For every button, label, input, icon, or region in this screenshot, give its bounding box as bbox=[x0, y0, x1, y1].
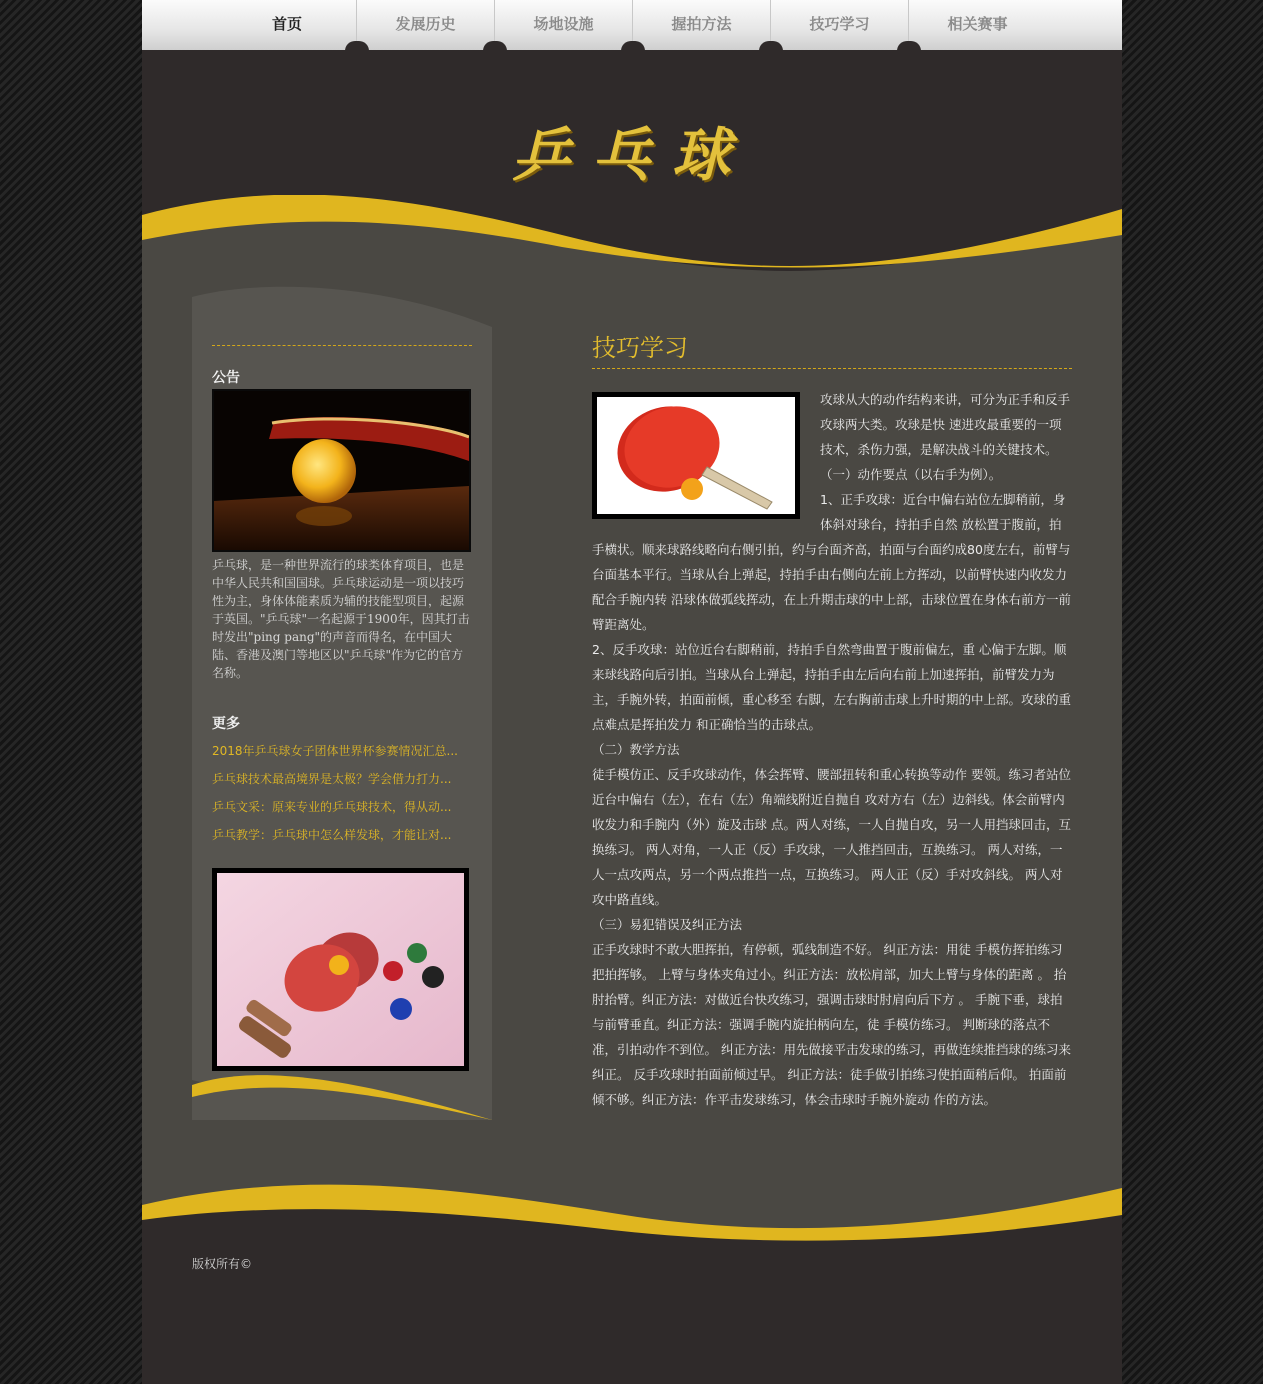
more-link[interactable]: 2018年乒乓球女子团体世界杯参赛情况汇总... bbox=[212, 744, 458, 758]
nav-item-label: 场地设施 bbox=[533, 15, 594, 33]
copyright-text: 版权所有© bbox=[192, 1257, 253, 1271]
article-paragraph: 徒手模仿正、反手攻球动作，体会挥臂、腰部扭转和重心转换等动作 要领。练习者站位近台中偏右（左），在右（左）角端线附近自抛自 攻对方右（左）边斜线。体会前臂内收发力和手腕内（外）旋及击球 点。两人对练，一人自抛自攻，另一人用挡球回击，互换练习。 两人对角，一人正（反）手攻球，一人推挡回击，互换练习。 两人对练，一人一点攻两点，另一个两点推挡一点，互换练习。 两人正（反）手对攻斜线。 两人对攻中路直线。 bbox=[592, 767, 1071, 907]
article-paragraph: 1、正手攻球：近台中偏右站位左脚稍前，身体斜对球台，持拍手自然 放松置于腹前，拍手横状。顺来球路线略向右侧引拍，约与台面齐高，拍面与台面约成80度左右，前臂与台面基本平行。当球从台上弹起，持拍手由右侧向左前上方挥动，以前臂快速内收发力配合手腕内转 沿球体做弧线挥动，在上升期击球的中上部，击球位置在身体右前方一前臂距离处。 bbox=[592, 492, 1071, 632]
top-navigation bbox=[142, 0, 1122, 50]
notice-heading: 公告 bbox=[212, 370, 240, 386]
nav-notch bbox=[483, 41, 507, 51]
nav-item-label: 握拍方法 bbox=[671, 15, 732, 33]
nav-item-label: 技巧学习 bbox=[809, 15, 870, 33]
article-paragraph: 正手攻球时不敢大胆挥拍，有停顿，弧线制造不好。 纠正方法：用徒 手模仿挥拍练习把拍挥够。 上臂与身体夹角过小。纠正方法：放松肩部，加大上臂与身体的距离 。 抬肘抬臂。纠正方法：对做近台快攻练习，强调击球时肘肩向后下方 。 手腕下垂，球拍与前臂垂直。纠正方法：强调手腕内旋拍柄向左，徒 手模仿练习。 判断球的落点不准，引拍动作不到位。 纠正方法：用先做接平击发球的练习，再做连续推挡球的练习来纠正。 反手攻球时拍面前倾过早。 纠正方法：徒手做引拍练习使拍面稍后仰。 拍面前倾不够。纠正方法：作平击发球练习，体会击球时手腕外旋动 作的方法。 bbox=[592, 942, 1071, 1107]
nav-item-history[interactable] bbox=[356, 0, 494, 50]
article bbox=[592, 330, 1072, 1112]
sidebar bbox=[192, 285, 492, 1120]
nav-item-grip[interactable] bbox=[632, 0, 770, 50]
page-wrapper bbox=[142, 0, 1122, 1384]
article-paragraph: 攻球从大的动作结构来讲，可分为正手和反手攻球两大类。攻球是快 速进攻最重要的一项技术，杀伤力强，是解决战斗的关键技术。 bbox=[820, 392, 1071, 457]
article-paragraph: 2、反手攻球：站位近台右脚稍前，持拍手自然弯曲置于腹前偏左，重 心偏于左脚。顺来球线路向后引拍。当球从台上弹起，持拍手由左后向右前上加速挥拍，前臂发力为主，手腕外转，拍面前倾，重心移至 右脚，左右胸前击球上升时期的中上部。攻球的重点难点是挥拍发力 和正确恰当的击球点。 bbox=[592, 642, 1071, 732]
paddles-image bbox=[212, 868, 469, 1071]
nav-notch bbox=[345, 41, 369, 51]
nav-item-label: 发展历史 bbox=[395, 15, 456, 33]
article-paragraph: （三）易犯错误及纠正方法 bbox=[592, 917, 743, 932]
notice-text: 乒乓球，是一种世界流行的球类体育项目，也是中华人民共和国国球。乒乓球运动是一项以技巧性为主，身体体能素质为辅的技能型项目，起源于英国。"乒乓球"一名起源于1900年，因其打击时发出"ping pang"的声音而得名，在中国大陆、香港及澳门等地区以"乒乓球"作为它的官方名称。 bbox=[212, 558, 470, 680]
site-logo: 乒乓球 bbox=[511, 121, 752, 189]
article-image bbox=[592, 392, 800, 519]
more-link[interactable]: 乒乓文采：原来专业的乒乓球技术，得从动... bbox=[212, 800, 452, 814]
more-links-list bbox=[212, 737, 472, 849]
sidebar-divider bbox=[212, 345, 472, 346]
nav-notch bbox=[621, 41, 645, 51]
nav-item-label: 首页 bbox=[271, 15, 302, 33]
more-link[interactable]: 乒乓教学：乒乓球中怎么样发球，才能让对... bbox=[212, 828, 452, 842]
nav-item-events[interactable] bbox=[908, 0, 1046, 50]
nav-item-skills[interactable] bbox=[770, 0, 908, 50]
nav-notch bbox=[897, 41, 921, 51]
nav-item-home[interactable] bbox=[218, 0, 356, 50]
notice-image bbox=[212, 389, 471, 552]
article-title: 技巧学习 bbox=[592, 330, 1072, 369]
nav-notch bbox=[759, 41, 783, 51]
article-paragraph: （二）教学方法 bbox=[592, 742, 680, 757]
more-link[interactable]: 乒乓球技术最高境界是太极？学会借力打力... bbox=[212, 772, 452, 786]
more-heading: 更多 bbox=[212, 716, 240, 732]
nav-item-label: 相关赛事 bbox=[947, 15, 1008, 33]
nav-item-facilities[interactable] bbox=[494, 0, 632, 50]
article-paragraph: （一）动作要点（以右手为例）。 bbox=[820, 467, 1002, 482]
